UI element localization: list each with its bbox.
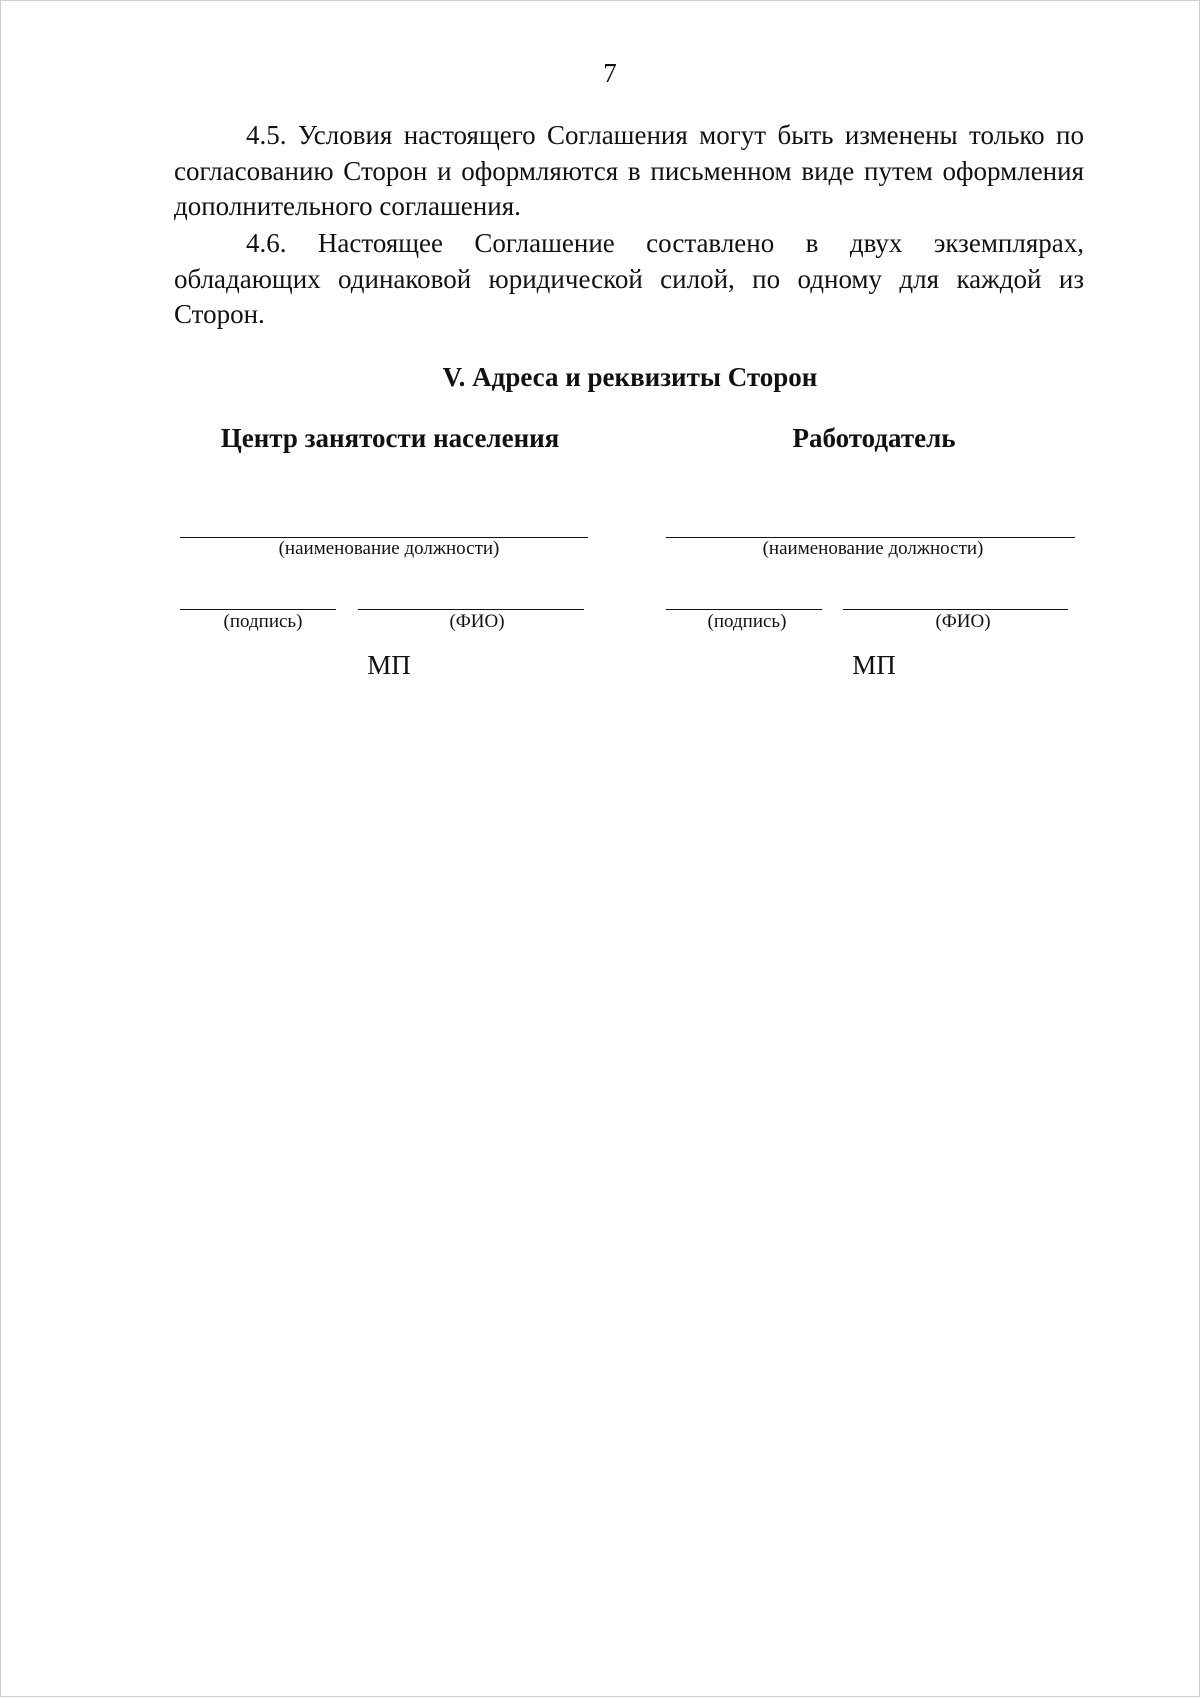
party-left-heading: Центр занятости населения xyxy=(220,423,560,453)
left-signature-caption: (подпись) xyxy=(223,611,303,632)
right-name-line xyxy=(843,609,1068,610)
right-stamp: МП xyxy=(852,650,896,680)
right-signature-caption: (подпись) xyxy=(707,611,787,632)
clause-4-5: 4.5. Условия настоящего Соглашения могут быть изменены только по согласованию Сторон и оформляются в письменном виде путем оформления дополнительного соглашения. xyxy=(174,120,1084,221)
party-right-heading: Работодатель xyxy=(792,423,956,453)
right-position-caption: (наименование должности) xyxy=(762,538,984,559)
section-heading: V. Адреса и реквизиты Сторон xyxy=(442,362,818,392)
right-signature-line xyxy=(666,609,822,610)
right-name-caption: (ФИО) xyxy=(935,611,991,632)
left-stamp: МП xyxy=(367,650,411,680)
left-signature-line xyxy=(180,609,336,610)
left-position-caption: (наименование должности) xyxy=(278,538,500,559)
clause-4-6: 4.6. Настоящее Соглашение составлено в двух экземплярах, обладающих одинаковой юридической силой, по одному для каждой из Сторон. xyxy=(174,228,1084,329)
page-number: 7 xyxy=(603,58,617,88)
left-name-line xyxy=(358,609,584,610)
left-name-caption: (ФИО) xyxy=(449,611,505,632)
